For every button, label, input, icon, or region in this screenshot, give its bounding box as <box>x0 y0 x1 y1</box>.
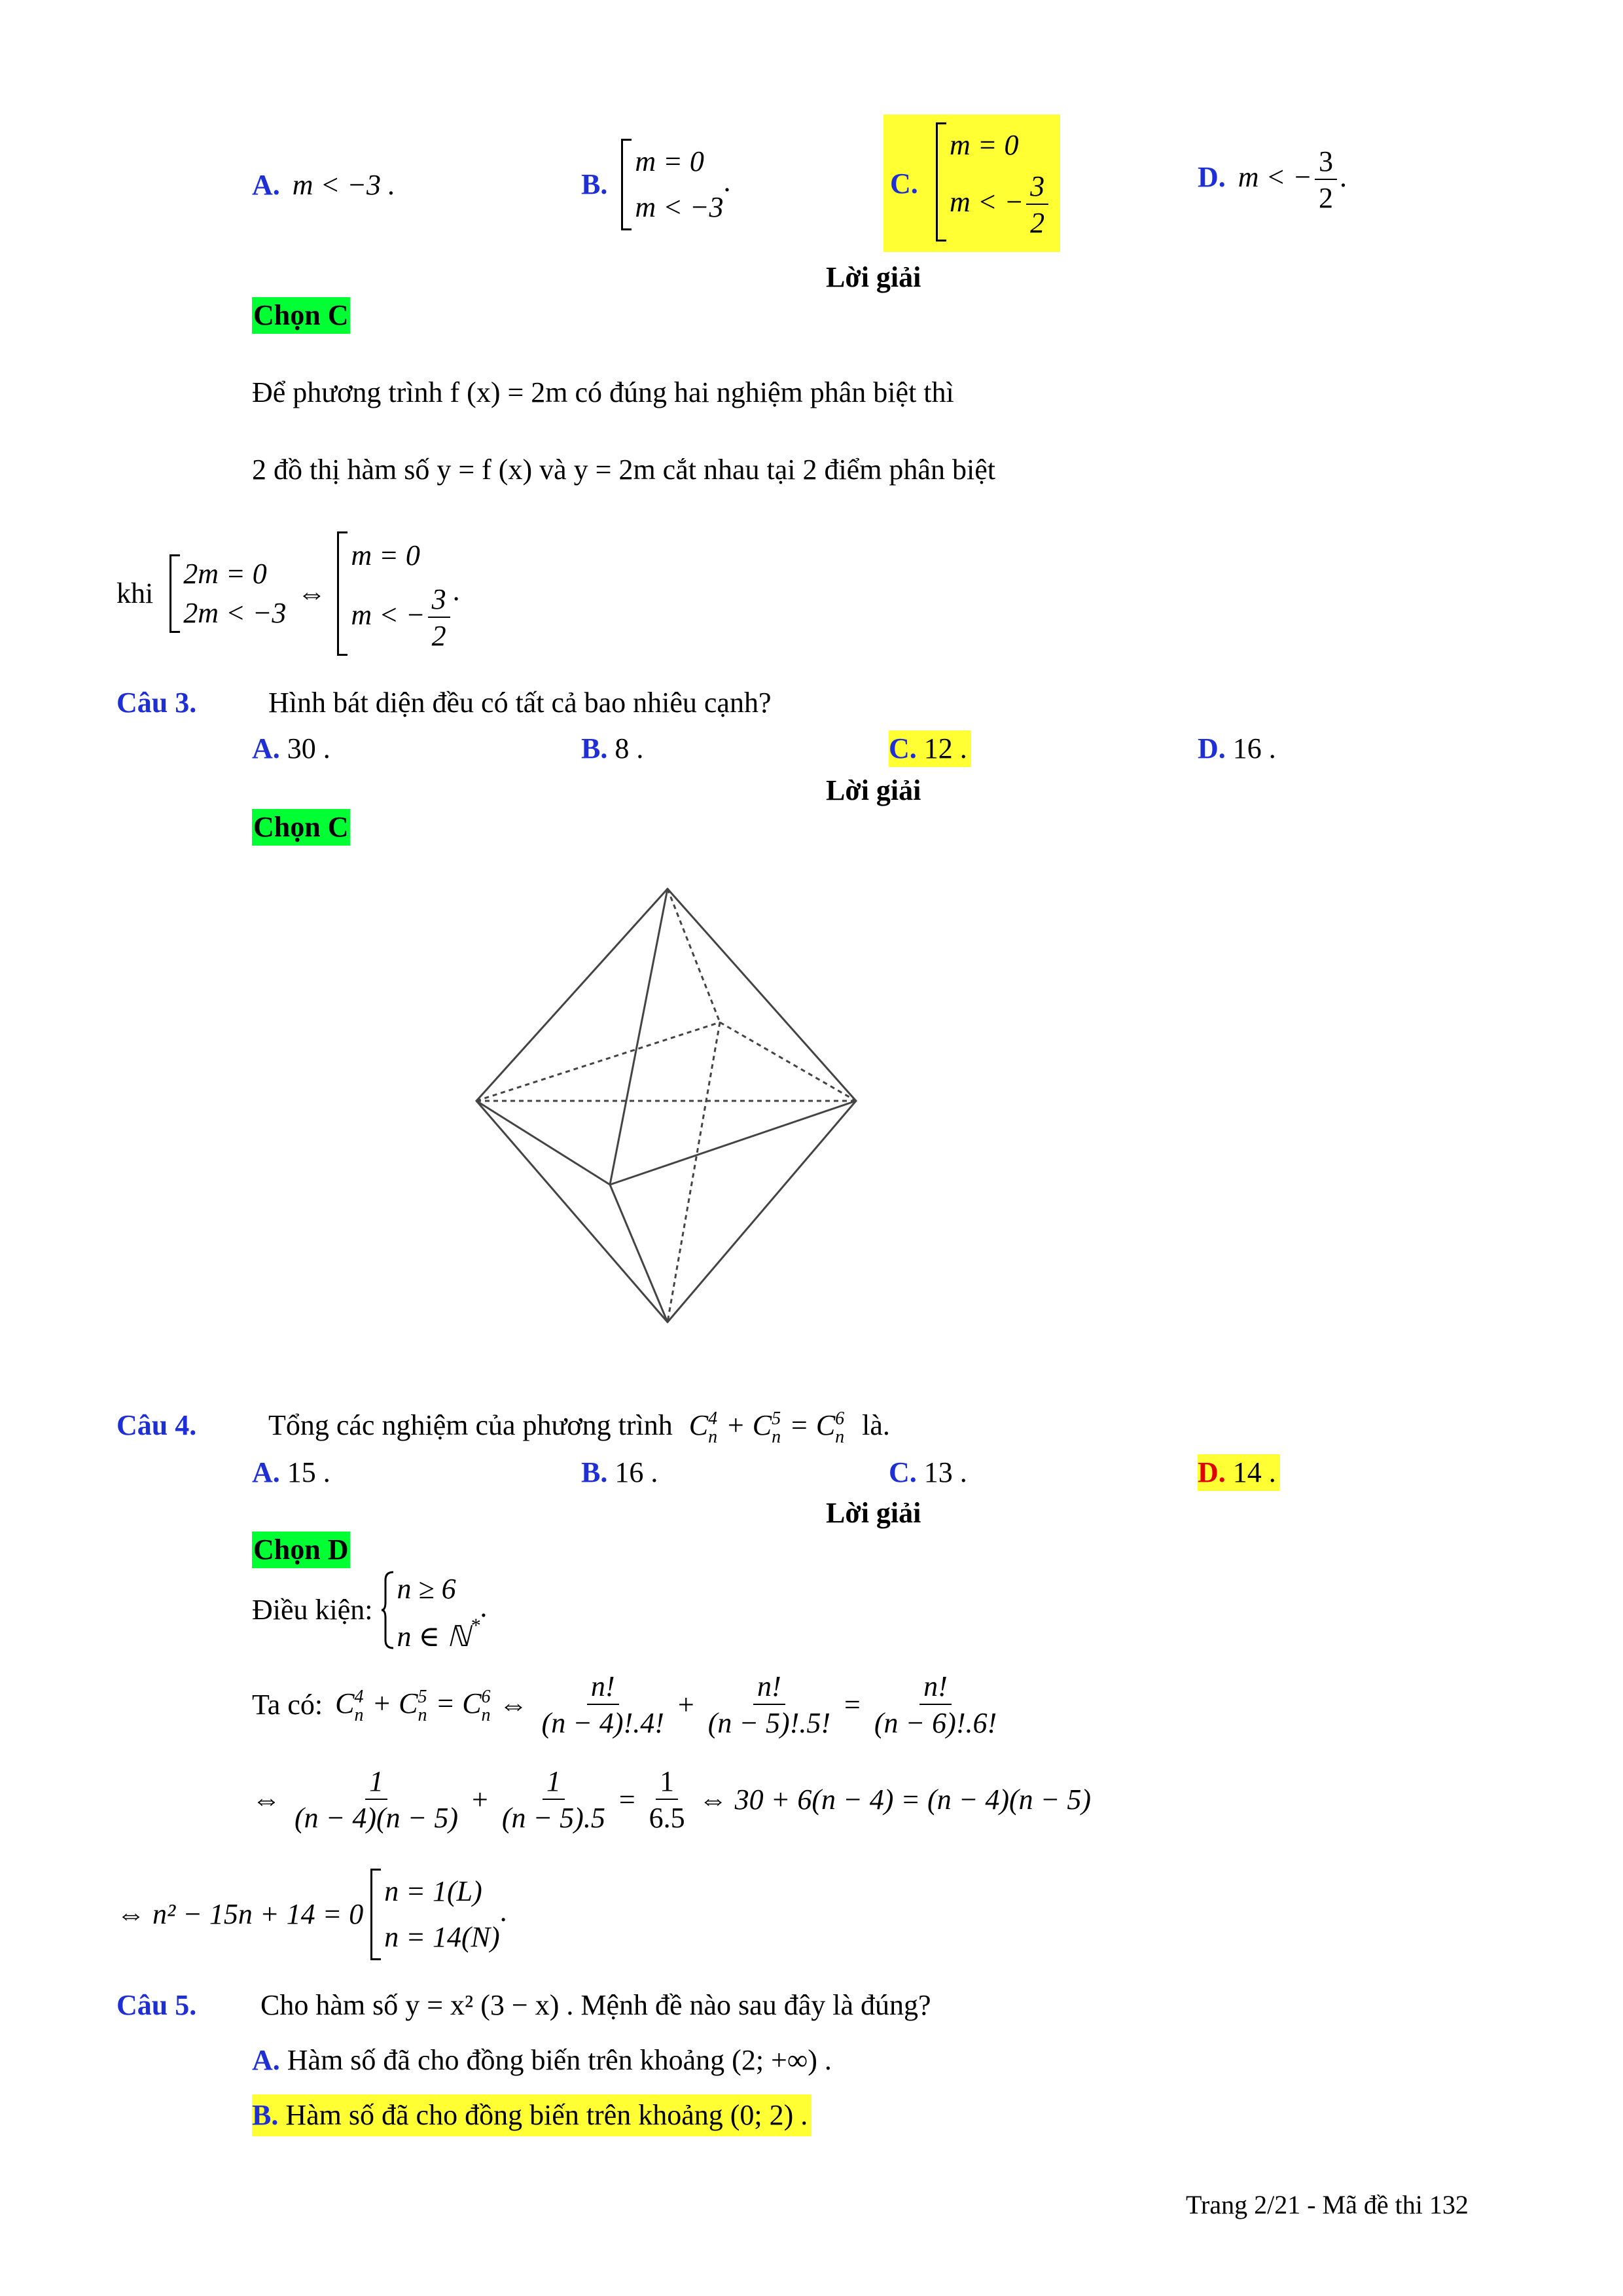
q2-line2: 2 đồ thị hàm số y = f (x) và y = 2m cắt nhau tại 2 điểm phân biệt <box>252 454 995 486</box>
q4-condition: Điều kiện: n ≥ 6 n ∈ ℕ* . <box>252 1573 488 1653</box>
q4-option-c: C. 13 . <box>889 1456 967 1488</box>
q2-option-d: D. m < − $\frac{3}{2}$ . <box>1198 145 1347 214</box>
q5-question: Cho hàm số y = x² (3 − x) . Mệnh đề nào sau đây là đúng? <box>260 1989 931 2021</box>
q4-option-d: D. 14 . <box>1198 1454 1280 1491</box>
q3-option-d: D. 16 . <box>1198 732 1276 764</box>
q4-question: Tổng các nghiệm của phương trình C 4 n + C 5 n = C 6 n là. <box>268 1408 890 1447</box>
q3-option-c: C. 12 . <box>889 730 971 767</box>
hidden-edge <box>668 1022 720 1322</box>
q3-option-a: A. 30 . <box>252 732 330 764</box>
edge <box>476 1101 610 1185</box>
q2-solution-title: Lời giải <box>826 261 921 293</box>
q5-option-b: B. Hàm số đã cho đồng biến trên khoảng (0; 2) . <box>252 2094 812 2136</box>
edge <box>610 1185 668 1322</box>
hidden-edge <box>668 889 720 1022</box>
q2-option-a: A. m < −3 . <box>252 169 395 201</box>
q3-option-b: B. 8 . <box>581 732 644 764</box>
edge <box>476 1101 668 1322</box>
q4-step3: ⇔ n² − 15n + 14 = 0 n = 1(L) n = 14(N) . <box>116 1869 507 1960</box>
q4-solution-title: Lời giải <box>826 1497 921 1529</box>
q3-solution-title: Lời giải <box>826 774 921 806</box>
q3-label: Câu 3. <box>116 687 197 719</box>
q2-option-c: C. m = 0 m < − $\frac{3}{2}$ <box>883 115 1060 252</box>
q3-question: Hình bát diện đều có tất cả bao nhiêu cạnh? <box>268 687 772 719</box>
octahedron-figure <box>458 877 877 1335</box>
q2-choose: Chọn C <box>252 297 350 334</box>
q3-choose: Chọn C <box>252 809 350 846</box>
q4-option-b: B. 16 . <box>581 1456 658 1488</box>
edge <box>610 889 668 1185</box>
hidden-edge <box>720 1022 856 1101</box>
q4-step2: ⇔ $\frac{1}{(n - 4)(n - 5)}$ + $\frac{1}{(n - 5).5}$ = $\frac{1}{6.5}$ ⇔ 30 + 6(n − 4) = (n − 4)(n − 5) <box>252 1765 1092 1834</box>
edge <box>476 889 668 1101</box>
edge <box>668 1101 856 1322</box>
page-footer: Trang 2/21 - Mã đề thi 132 <box>1186 2190 1469 2219</box>
q5-label: Câu 5. <box>116 1989 197 2021</box>
q4-option-a: A. 15 . <box>252 1456 330 1488</box>
q5-option-a: A. Hàm số đã cho đồng biến trên khoảng (2; +∞) . <box>252 2044 832 2076</box>
edge <box>668 889 856 1101</box>
q2-line1: Để phương trình f (x) = 2m có đúng hai nghiệm phân biệt thì <box>252 376 954 408</box>
q4-choose: Chọn D <box>252 1532 350 1568</box>
q4-taco: Ta có: C 4 n + C 5 n = C 6 n ⇔ $\frac{n!}{(n - 4)!.4!}$ + $\frac{n!}{(n - 5)!.5!}$ = $\frac{n!}{(n - 6)!.6!}$ <box>252 1670 997 1739</box>
q2-system: khi 2m = 0 2m < −3 ⇔ m = 0 m < − $\frac{3}{2}$ . <box>116 531 460 656</box>
q4-label: Câu 4. <box>116 1409 197 1441</box>
q2-option-b: B. m = 0 m < −3 . <box>581 139 731 230</box>
